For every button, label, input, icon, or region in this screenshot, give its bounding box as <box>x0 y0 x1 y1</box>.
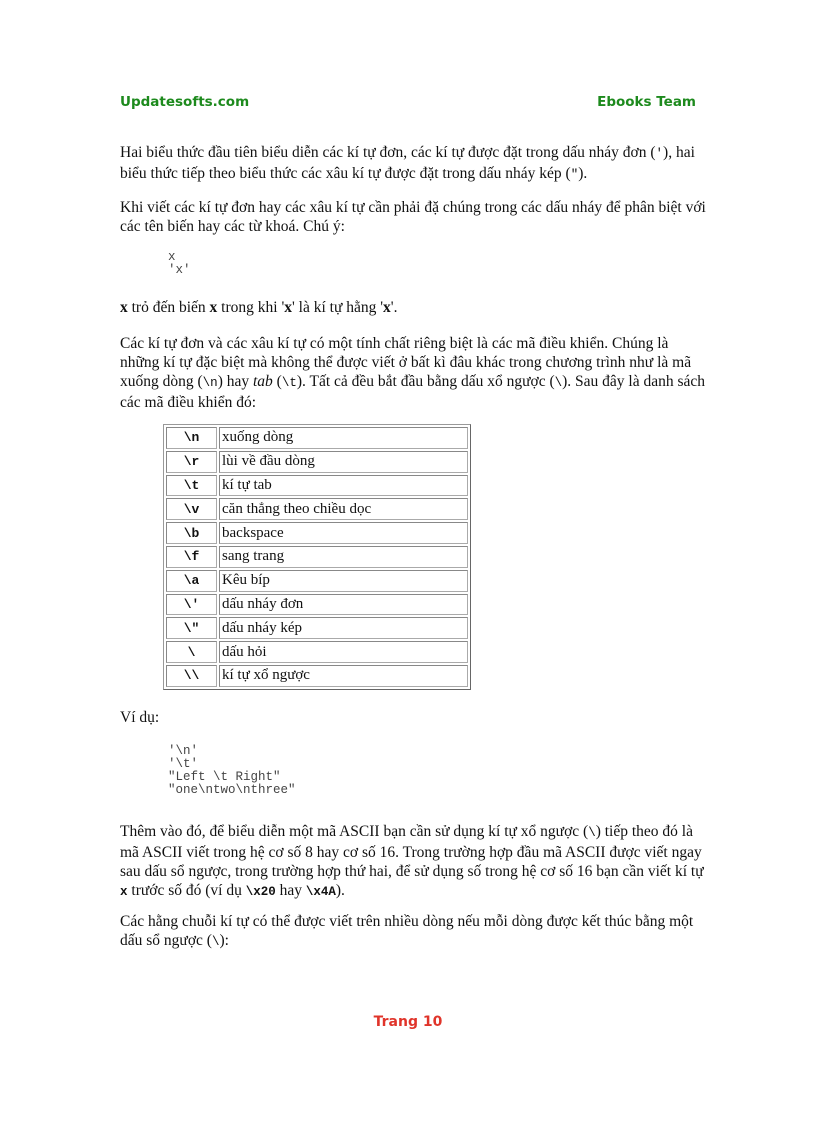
table-row <box>166 546 468 568</box>
escape-code-cell: \n <box>166 427 217 449</box>
bold-text: x <box>383 299 391 316</box>
escape-code-cell: \v <box>166 498 217 520</box>
bold-text: x <box>209 299 218 316</box>
paragraph-intro <box>120 143 710 185</box>
table-row <box>166 498 468 520</box>
italic-text: tab <box>252 373 273 390</box>
escape-desc-cell: dấu nháy kép <box>219 617 468 639</box>
text: ' là kí tự hằng ' <box>292 299 384 316</box>
bold-text: x <box>284 299 292 316</box>
escape-desc-cell: dấu hỏi <box>219 641 468 663</box>
text: '. <box>390 299 398 316</box>
bold-text: x <box>120 299 128 316</box>
table-row <box>166 475 468 497</box>
escape-desc-cell: Kêu bíp <box>219 570 468 592</box>
code-inline: " <box>570 168 579 182</box>
text: trong khi ' <box>217 299 285 316</box>
escape-code-cell: \r <box>166 451 217 473</box>
escape-desc-cell: kí tự tab <box>219 475 468 497</box>
escape-code-cell: \' <box>166 594 217 616</box>
text: ). <box>335 882 345 899</box>
text: Các kí tự đơn và các xâu kí tự có một tính chất riêng biệt là các mã điều khiển. Chúng là những kí tự đặc biệt mà không thể được viết ở bất kì đâu khác trong chương trình như là mã xuống dòng ( <box>120 335 692 390</box>
code-inline: x <box>120 885 128 899</box>
text: ), hai biểu thức tiếp theo biểu thức các xâu kí tự được đặt trong dấu nháy kép ( <box>120 144 695 182</box>
text: hay <box>275 882 306 899</box>
escape-code-cell: \" <box>166 617 217 639</box>
table-row <box>166 665 468 687</box>
text: trỏ đến biến <box>127 299 210 316</box>
code-inline: \x4A <box>305 885 336 899</box>
text: ): <box>219 932 229 949</box>
escape-code-cell: \ <box>166 641 217 663</box>
text: ) hay <box>217 373 253 390</box>
text: Các hằng chuỗi kí tự có thể được viết trên nhiều dòng nếu mỗi dòng được kết thúc bằng một dấu sổ ngược ( <box>120 913 694 949</box>
table-row <box>166 570 468 592</box>
text: trước số đó (ví dụ <box>127 882 246 899</box>
escape-desc-cell: sang trang <box>219 546 468 568</box>
code-inline: \x20 <box>245 885 276 899</box>
escape-desc-cell: lùi về đầu dòng <box>219 451 468 473</box>
escape-code-cell: \t <box>166 475 217 497</box>
text: ). Tất cả đều bắt đầu bằng dấu xổ ngược ( <box>296 373 555 390</box>
code-inline: ' <box>655 147 664 161</box>
text: ( <box>272 373 282 390</box>
escape-desc-cell: dấu nháy đơn <box>219 594 468 616</box>
table-row <box>166 451 468 473</box>
text: ) tiếp theo đó là mã ASCII viết trong hệ cơ số 8 hay cơ số 16. Trong trường hợp đầu mã ASCII được viết ngay sau dấu sổ ngược, trong trường hợp thứ hai, để sử dụng số trong hệ cơ số 16 bạn cần viết kí tự <box>120 823 704 880</box>
escape-desc-cell: kí tự xổ ngược <box>219 665 468 687</box>
escape-codes-table <box>163 424 471 690</box>
example-label: Ví dụ: <box>120 709 160 726</box>
page-number: Trang 10 <box>373 1014 443 1030</box>
paragraph-escape-codes <box>120 334 710 412</box>
header-site-name: Updatesofts.com <box>120 94 250 110</box>
text: ). <box>578 165 588 182</box>
code-inline: \ <box>588 826 596 840</box>
table-row <box>166 594 468 616</box>
paragraph-multiline-strings <box>120 912 710 952</box>
paragraph-quotes-note: Khi viết các kí tự đơn hay các xâu kí tự cần phải đặ chúng trong các dấu nháy để phân biệt với các tên biến hay các từ khoá. Chú ý: <box>120 199 706 235</box>
text: ). Sau đây là danh sách các mã điều khiển đó: <box>120 373 706 411</box>
code-inline: \t <box>281 376 297 390</box>
table-row <box>166 427 468 449</box>
escape-code-cell: \b <box>166 522 217 544</box>
paragraph-variable-vs-constant <box>120 298 710 317</box>
table-row <box>166 641 468 663</box>
text: Hai biểu thức đầu tiên biểu diễn các kí tự đơn, các kí tự được đặt trong dấu nháy đơn ( <box>120 144 656 161</box>
code-inline: \n <box>202 376 218 390</box>
text: Thêm vào đó, để biểu diễn một mã ASCII bạn cần sử dụng kí tự xổ ngược ( <box>120 823 589 840</box>
escape-desc-cell: backspace <box>219 522 468 544</box>
escape-code-cell: \a <box>166 570 217 592</box>
table-row <box>166 617 468 639</box>
escape-desc-cell: căn thẳng theo chiều dọc <box>219 498 468 520</box>
escape-desc-cell: xuống dòng <box>219 427 468 449</box>
table-row <box>166 522 468 544</box>
code-inline: \ <box>554 376 563 390</box>
code-block-x: x 'x' <box>168 250 191 277</box>
paragraph-ascii-codes <box>120 822 710 902</box>
code-block-examples: '\n' '\t' "Left \t Right" "one\ntwo\nthree" <box>168 744 296 797</box>
header-team-name: Ebooks Team <box>597 94 696 110</box>
code-inline: \ <box>211 935 220 949</box>
escape-code-cell: \f <box>166 546 217 568</box>
escape-code-cell: \\ <box>166 665 217 687</box>
